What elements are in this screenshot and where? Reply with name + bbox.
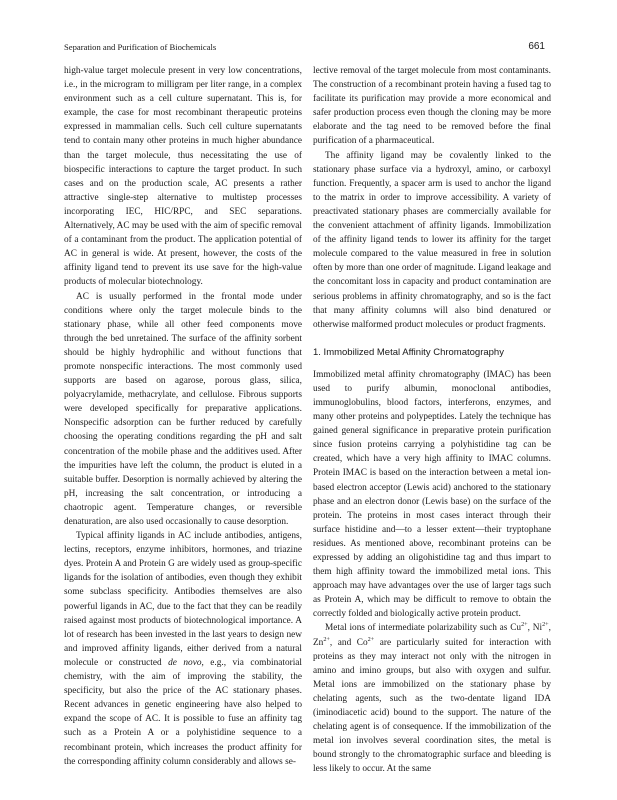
paragraph-continued: high-value target molecule present in very low concentrations, i.e., in the microgram to milligram per liter range, in a complex environment such as a cell culture supernatant. This is, for example, the case for most recombinant therapeutic proteins expressed in mammalian cells. Such cell culture supernatants tend to contain many other proteins in much higher abundance than the target molecule, thus necessitating the use of biospecific interactions to capture the target product. In such cases and on the production scale, AC presents a rather attractive single-step alternative to multistep processes incorporating IEC, HIC/RPC, and SEC separations. Alternatively, AC may be used with the aim of specific removal of a contaminant from the product. The application potential of AC in general is wide. At present, however, the costs of the affinity ligand tend to prevent its use save for the high-value products of molecular biotechnology. [64,66,302,288]
paragraph-ligand-linking: The affinity ligand may be covalently linked to the stationary phase surface via a hydroxyl, amino, or carboxyl function. Frequently, a spacer arm is used to anchor the ligand to the matrix in order to improve accessibility. A variety of preactivated stationary phases are commercially available for the convenient attachment of affinity ligands. Immobilization of the affinity ligand tends to lower its affinity for the target molecule compared to the value measured in free in solution often by more than one order of magnitude. Ligand leakage and the concomitant loss in capacity and product contamination are serious problems in affinity chromatography, and so is the fact that many affinity columns will also bind denatured or otherwise malformed product molecules or product fragments. [313,150,551,330]
superscript-charge: 2+ [542,621,549,629]
page-number: 661 [528,41,545,52]
page-header [64,40,545,54]
superscript-charge: 2+ [367,635,375,643]
paragraph-frontal-mode: AC is usually performed in the frontal mode under conditions where only the target molecule binds to the stationary phase, while all other feed components move through the bed unretained. The surface of the affinity sorbent should be highly hydrophilic and without functions that promote nonspecific interactions. The most commonly used supports are based on agarose, porous glass, silica, polyacrylamide, methacrylate, and cellulose. Fibrous supports were developed specifically for preparative applications. Nonspecific adsorption can be further reduced by carefully choosing the operating conditions regarding the pH and salt concentration of the mobile phase and the additives used. After the impurities have left the column, the product is eluted in a suitable buffer. Desorption is normally achieved by altering the pH, increasing the salt concentration, or introducing a chaotropic agent. Temperature changes, or reversible denaturation, are also used occasionally to cause desorption. [64,291,302,527]
italic-term: de novo [168,657,202,668]
text-run: , and Co [329,637,368,648]
text-run: , Ni [527,623,543,634]
text-run: , e.g., via combinatorial chemistry, with the aim of improving the stability, the specificity, but also the price of the AC stationary phases. Recent advances in genetic engineering have also helped to expand the scope of AC. It is possible to fuse an affinity tag such as a Protein A or a polyhistidine sequence to a recombinant protein, which increases the product affinity for the corresponding affinity column considerably and allows se- [64,657,303,767]
paragraph-affinity-ligands [64,529,302,769]
paragraph-metal-ions [313,621,551,776]
section-heading: 1. Immobilized Metal Affinity Chromatography [313,346,504,358]
text-run: are particularly suited for interaction with proteins as they may interact not only with the nitrogen in amino and imino groups, but also with oxygen and sulfur. Metal ions are immobilized on the stationary phase by chelating agents, such as the two-dentate ligand IDA (iminodiacetic acid) bound to the support. The nature of the chelating agent is of consequence. If the immobilization of the metal ion involves several coordination sites, the metal is bound strongly to the chromatographic surface and bleeding is less likely to occur. At the same [313,637,551,775]
text-run: Metal ions of intermediate polarizability such as Cu [325,623,522,634]
text-run: , Zn [313,623,551,648]
right-column [313,64,551,777]
running-title: Separation and Purification of Biochemicals [64,42,217,52]
superscript-charge: 2+ [521,621,528,629]
paragraph-imac: Immobilized metal affinity chromatography (IMAC) has been used to purify albumin, monoclonal antibodies, immunoglobulins, blood factors, interferons, enzymes, and many other proteins and polypeptides. Lately the technique has gained general significance in preparative protein purification since fusion proteins carrying a polyhistidine tag can be created, which have a very high affinity to IMAC columns. Protein IMAC is based on the interaction between a metal ion-based electron acceptor (Lewis acid) anchored to the stationary phase and an electron donor (Lewis base) on the surface of the protein. The proteins in most cases interact through their surface histidine and—to a lesser extent—their tryptophane residues. As mentioned above, recombinant proteins can be expressed by adding an oligohistidine tag and thus impart to them high affinity toward the immobilized metal ions. This approach may have advantages over the use of larger tags such as Protein A, which may be difficult to remove to obtain the correctly folded and biologically active protein product. [313,369,551,620]
paragraph-selective-removal: lective removal of the target molecule from most contaminants. The construction of a recombinant protein having a fused tag to facilitate its purification may provide a more economical and safer production process even though the cloning may be more elaborate and the tag need to be removed before the final purification of a pharmaceutical. [313,66,551,147]
left-column [64,64,302,769]
superscript-charge: 2+ [323,635,330,643]
text-run: Typical affinity ligands in AC include antibodies, antigens, lectins, receptors, enzyme inhibitors, hormones, and triazine dyes. Protein A and Protein G are widely used as group-specific ligands for the isolation of antibodies, even though they exhibit some subclass specificity. Antibodies themselves are also powerful ligands in AC, due to the fact that they can be readily raised against most products of biotechnological importance. A lot of research has been invested in the last years to design new and improved affinity ligands, either derived from a natural molecule or constructed [64,531,302,668]
